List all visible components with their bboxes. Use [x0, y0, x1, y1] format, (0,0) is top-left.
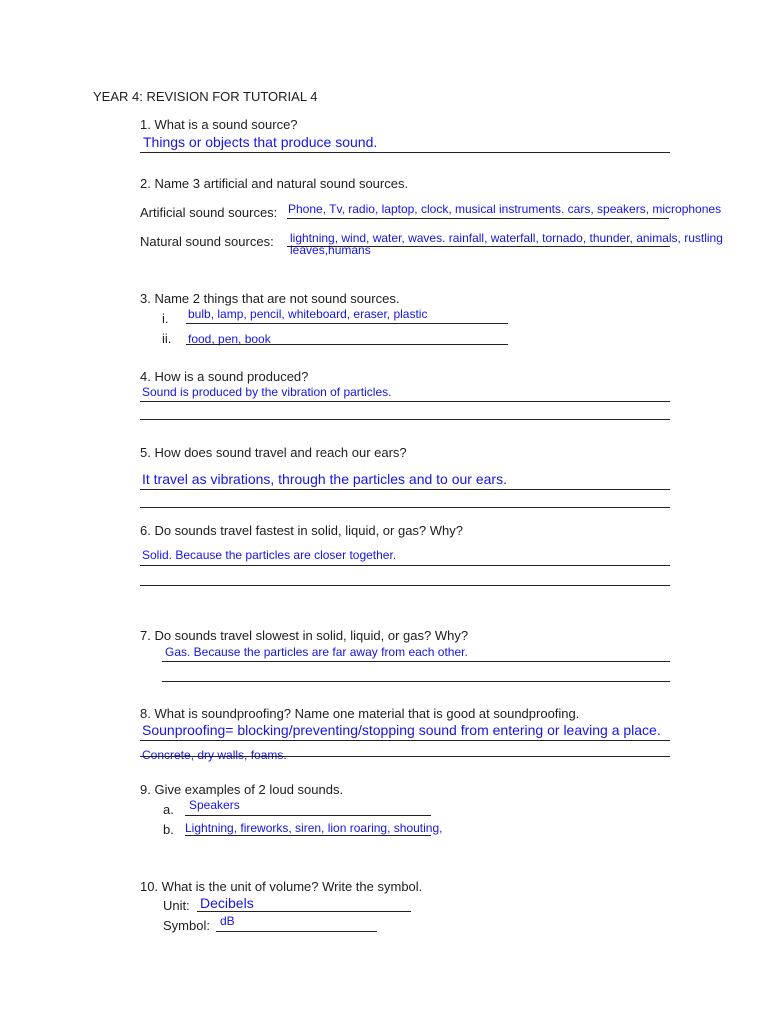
answer-line [197, 911, 411, 912]
answer-line [140, 565, 670, 566]
question-7: 7. Do sounds travel slowest in solid, liquid, or gas? Why? [140, 628, 469, 643]
answer-1: Things or objects that produce sound. [143, 134, 378, 150]
answer-4: Sound is produced by the vibration of particles. [142, 385, 392, 399]
question-9: 9. Give examples of 2 loud sounds. [140, 782, 344, 797]
question-4: 4. How is a sound produced? [140, 369, 309, 384]
artificial-label: Artificial sound sources: [140, 205, 278, 220]
answer-line [140, 756, 670, 757]
unit-label: Unit: [163, 898, 190, 913]
answer-line [140, 419, 670, 420]
symbol-label: Symbol: [163, 918, 210, 933]
answer-line [162, 681, 670, 682]
question-1: 1. What is a sound source? [140, 117, 298, 132]
answer-line [140, 507, 670, 508]
item-a-label: a. [163, 802, 174, 817]
unit-answer: Decibels [200, 895, 254, 911]
question-3: 3. Name 2 things that are not sound sources. [140, 291, 400, 306]
answer-line [287, 246, 670, 247]
answer-line [186, 323, 508, 324]
item-b-label: b. [163, 822, 174, 837]
answer-line [140, 152, 670, 153]
answer-line [287, 218, 669, 219]
answer-line [140, 401, 670, 402]
answer-line [162, 661, 670, 662]
answer-7: Gas. Because the particles are far away from each other. [165, 645, 468, 659]
item-i-label: i. [162, 311, 169, 326]
symbol-answer: dB [220, 914, 235, 928]
natural-label: Natural sound sources: [140, 234, 274, 249]
answer-line [185, 835, 431, 836]
answer-line [140, 585, 670, 586]
question-2: 2. Name 3 artificial and natural sound sources. [140, 176, 409, 191]
answer-8-definition: Sounproofing= blocking/preventing/stopping sound from entering or leaving a place. [142, 722, 661, 738]
question-5: 5. How does sound travel and reach our ears? [140, 445, 407, 460]
question-8: 8. What is soundproofing? Name one material that is good at soundproofing. [140, 706, 580, 721]
question-6: 6. Do sounds travel fastest in solid, liquid, or gas? Why? [140, 523, 463, 538]
answer-line [140, 489, 670, 490]
natural-answer: lightning, wind, water, waves. rainfall, waterfall, tornado, thunder, animals, rustling leaves,humans [290, 231, 723, 257]
answer-line [140, 740, 670, 741]
item-ii-answer: food, pen, book [188, 332, 271, 346]
worksheet-title: YEAR 4: REVISION FOR TUTORIAL 4 [93, 89, 318, 104]
question-10: 10. What is the unit of volume? Write the symbol. [140, 879, 423, 894]
answer-line [216, 931, 377, 932]
item-b-answer: Lightning, fireworks, siren, lion roaring, shouting, [185, 821, 443, 835]
item-a-answer: Speakers [189, 798, 240, 812]
answer-5: It travel as vibrations, through the particles and to our ears. [142, 471, 507, 487]
item-ii-label: ii. [162, 331, 172, 346]
answer-6: Solid. Because the particles are closer together. [142, 548, 397, 562]
item-i-answer: bulb, lamp, pencil, whiteboard, eraser, plastic [188, 307, 428, 321]
artificial-answer: Phone, Tv, radio, laptop, clock, musical instruments. cars, speakers, microphones [288, 202, 722, 216]
answer-8-material: Concrete, dry walls, foams. [142, 748, 287, 762]
answer-line [185, 815, 431, 816]
answer-line [186, 344, 508, 345]
